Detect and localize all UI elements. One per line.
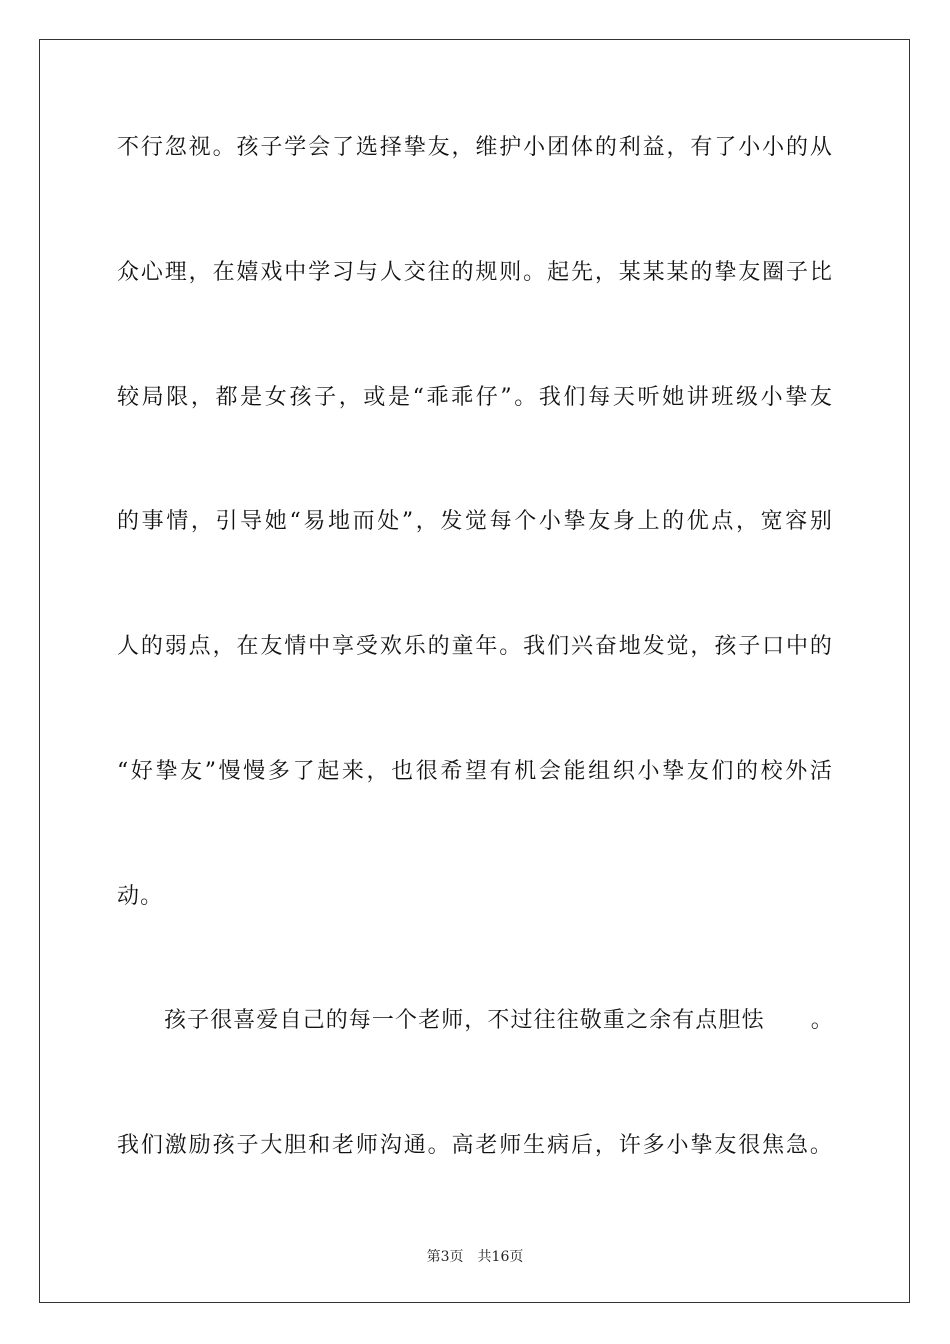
text-line: 较局限，都是女孩子，或是“乖乖仔”。我们每天听她讲班级小挚友	[117, 385, 833, 410]
text-line: 的事情，引导她“易地而处”，发觉每个小挚友身上的优点，宽容别	[117, 509, 833, 534]
page-footer	[0, 1247, 950, 1267]
paragraph-first-line: 孩子很喜爱自己的每一个老师，不过往往敬重之余有点胆怯 。	[164, 1008, 834, 1033]
page-border	[39, 39, 910, 1303]
text-line: 众心理，在嬉戏中学习与人交往的规则。起先，某某某的挚友圈子比	[117, 260, 833, 285]
text-line: 不行忽视。孩子学会了选择挚友，维护小团体的利益，有了小小的从	[117, 135, 833, 160]
text-line: 我们激励孩子大胆和老师沟通。高老师生病后，许多小挚友很焦急。	[117, 1133, 833, 1158]
text-line: 人的弱点，在友情中享受欢乐的童年。我们兴奋地发觉，孩子口中的	[117, 634, 833, 659]
text-line: “好挚友”慢慢多了起来，也很希望有机会能组织小挚友们的校外活	[117, 759, 833, 784]
text-line: 动。	[117, 884, 164, 909]
page-number: 第3页	[426, 1249, 464, 1265]
page-total: 共16页	[477, 1249, 524, 1265]
